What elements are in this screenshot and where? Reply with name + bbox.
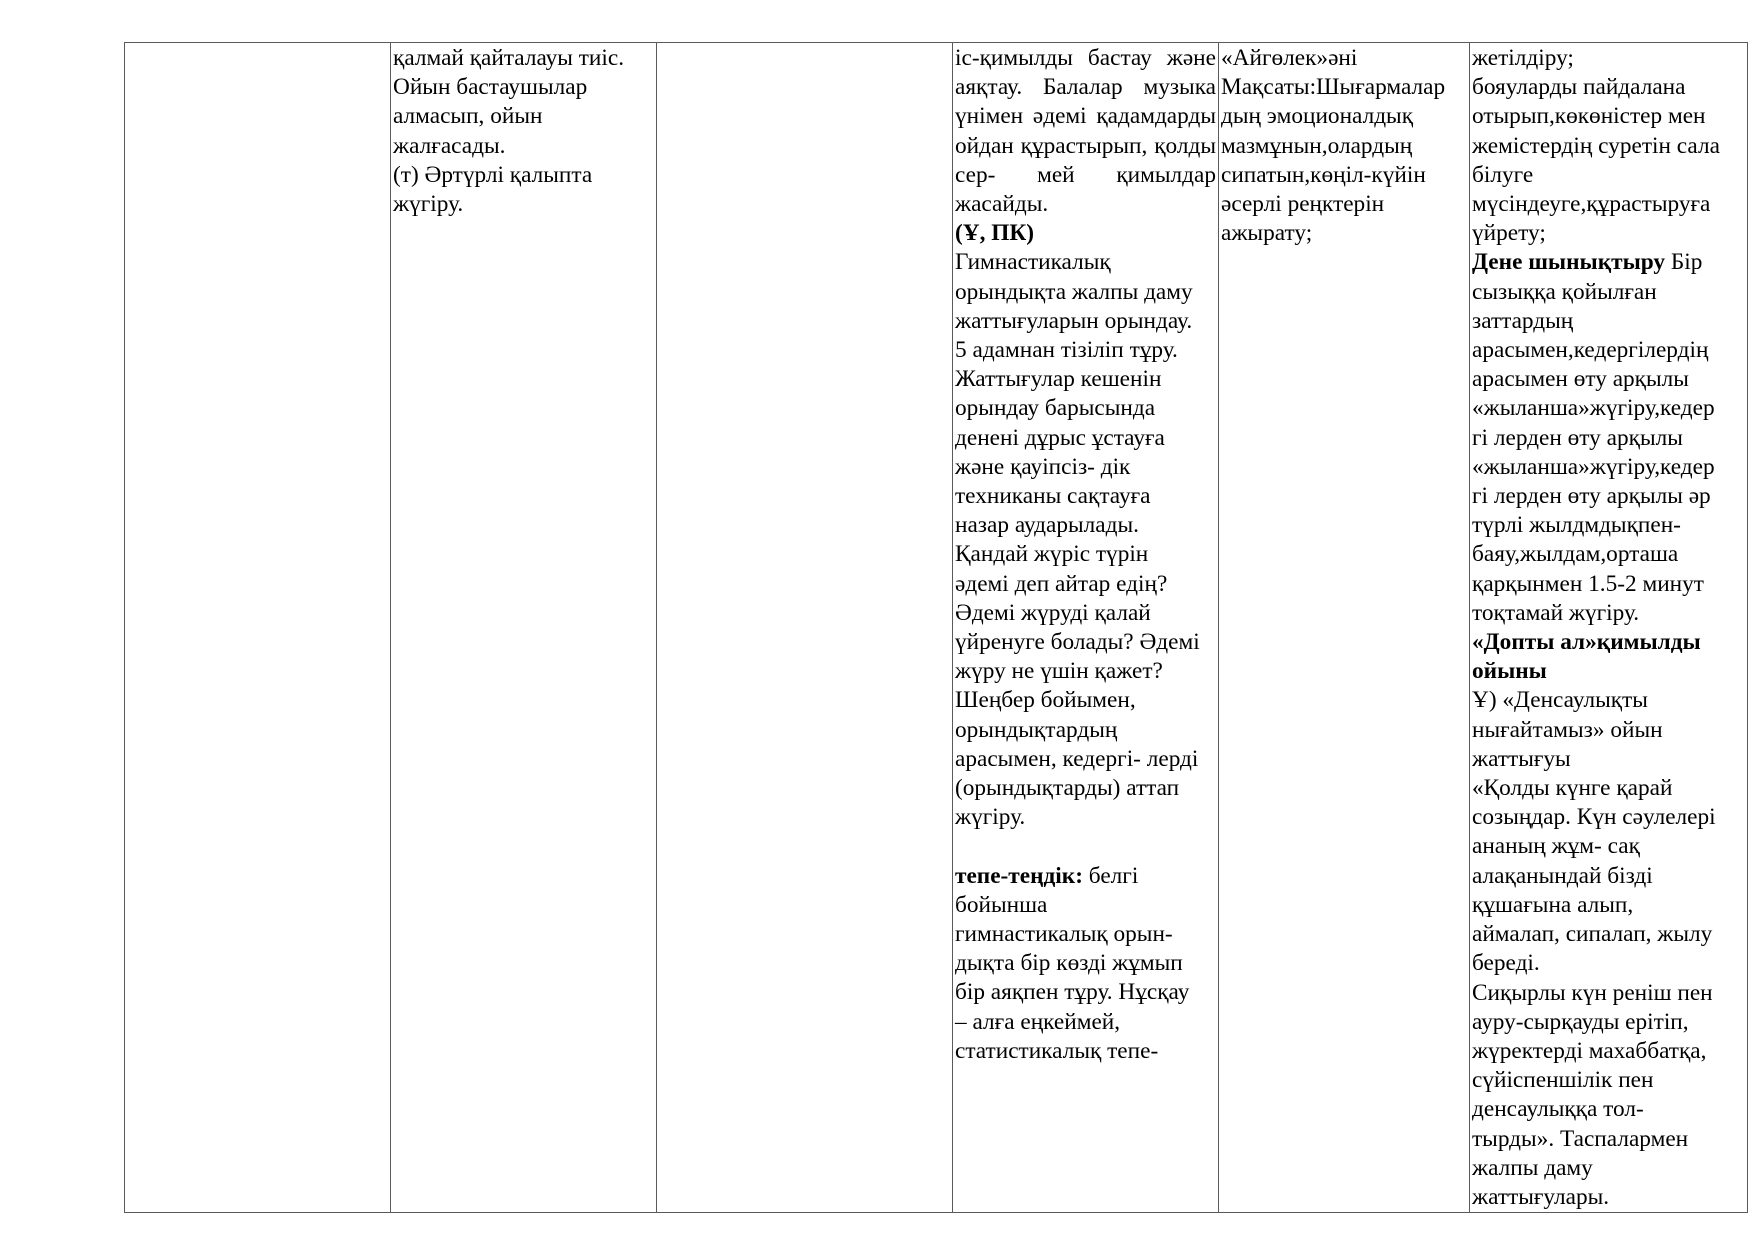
col6-line-b6: гі лерден өту арқылы: [1472, 424, 1683, 451]
col6-line-c16: тырды». Таспалармен: [1472, 1125, 1689, 1152]
col5-line-7: ажырату;: [1221, 220, 1313, 247]
col6-line-b5: «жыланша»жүгіру,кедер: [1472, 395, 1715, 422]
col6-hardening-label: Дене шынықтыру: [1472, 249, 1666, 276]
col4-line-2: орындықта жалпы даму: [955, 278, 1193, 305]
col6-line-c18: жаттығулары.: [1472, 1183, 1610, 1210]
col6-line-b12: тоқтамай жүгіру.: [1472, 599, 1640, 626]
table-cell-col5: [1219, 43, 1470, 1213]
col6-line-c14: сүйіспеншілік пен: [1472, 1067, 1654, 1094]
col4-balance-label: тепе-теңдік:: [955, 862, 1083, 889]
table-row: [125, 43, 1748, 1213]
col4-balance-line-5: – алға еңкеймей,: [955, 1008, 1121, 1035]
col6-line-c12: ауру-сырқауды ерітіп,: [1472, 1008, 1689, 1035]
col6-line-b11: қарқынмен 1.5-2 минут: [1472, 570, 1704, 597]
col2-line-6: жүгіру.: [393, 191, 464, 218]
col6-line-a5: білуге: [1472, 161, 1534, 188]
col4-line-13: Әдемі жүруді қалай: [955, 599, 1151, 626]
col4-line-15: жүру не үшін қажет?: [955, 658, 1163, 685]
col6-line-c6: ананың жұм- сақ: [1472, 833, 1640, 860]
col2-line-5: (т) Әртүрлі қалыпта: [393, 161, 593, 188]
col6-line-c13: жүректерді махаббатқа,: [1472, 1037, 1707, 1064]
col4-balance-line-4: бір аяқпен тұру. Нұсқау: [955, 979, 1190, 1006]
col6-game-title-2: ойыны: [1472, 658, 1547, 685]
col4-balance-first: белгі: [1082, 862, 1139, 889]
col6-line-c1: Ұ) «Денсаулықты: [1472, 687, 1648, 714]
col4-line-4: 5 адамнан тізіліп тұру.: [955, 337, 1178, 364]
col4-intro-text: іс-қимылды бастау және аяқтау. Балалар музыка үнімен әдемі қадамдарды ойдан құрастырып, қолды сер- мей қимылдар жасайды.: [955, 45, 1216, 218]
col6-line-c10: береді.: [1472, 950, 1540, 977]
col6-line-b4: арасымен өту арқылы: [1472, 366, 1689, 393]
col4-line-19: (орындықтарды) аттап: [955, 775, 1180, 802]
col4-line-12: әдемі деп айтар едің?: [955, 570, 1168, 597]
table-cell-col6: [1470, 43, 1748, 1213]
table-cell-col3: [657, 43, 953, 1213]
col4-line-5: Жаттығулар кешенін: [955, 366, 1162, 393]
document-page: [124, 42, 1747, 1210]
table-cell-col4: [953, 43, 1219, 1213]
col4-line-10: назар аударылады.: [955, 512, 1139, 539]
col5-line-1: «Айгөлек»әні: [1221, 45, 1358, 71]
col6-line-b10: баяу,жылдам,орташа: [1472, 541, 1679, 568]
col4-line-6: орындау барысында: [955, 395, 1156, 422]
col6-line-c5: созыңдар. Күн сәулелері: [1472, 804, 1716, 831]
col5-line-2: Мақсаты:Шығармалар: [1221, 74, 1446, 101]
paragraph-gap: [955, 832, 1216, 861]
col6-hardening-first: Бір: [1665, 249, 1703, 276]
col6-line-c4: «Қолды күнге қарай: [1472, 775, 1673, 802]
col4-balance-line: [955, 862, 1216, 891]
col4-balance-line-2: гимнастикалық орын-: [955, 921, 1173, 948]
col4-line-20: жүгіру.: [955, 804, 1026, 831]
col6-line-c3: жаттығуы: [1472, 745, 1571, 772]
col4-line-11: Қандай жүріс түрін: [955, 541, 1149, 568]
col4-line-9: техниканы сақтауға: [955, 483, 1151, 510]
col6-line-b3: арасымен,кедергілердің: [1472, 337, 1709, 364]
col6-line-c8: құшағына алып,: [1472, 891, 1634, 918]
col4-line-16: Шеңбер бойымен,: [955, 687, 1136, 714]
col6-line-c7: алақанындай бізді: [1472, 862, 1653, 889]
table-cell-col2: [391, 43, 657, 1213]
col4-intro-tag: (Ұ, ПК): [955, 220, 1035, 247]
col6-line-a2: бояуларды пайдалана: [1472, 74, 1686, 101]
col6-line-c17: жалпы даму: [1472, 1154, 1593, 1181]
col6-line-a1: жетілдіру;: [1472, 45, 1574, 71]
col4-line-17: орындықтардың: [955, 716, 1118, 743]
col5-line-5: сипатын,көңіл-күйін: [1221, 161, 1426, 188]
col6-hardening-line: [1472, 248, 1745, 277]
lesson-plan-table: [124, 42, 1748, 1213]
col4-balance-line-1: бойынша: [955, 891, 1048, 918]
col4-line-18: арасымен, кедергі- лерді: [955, 745, 1199, 772]
col2-line-3: алмасып, ойын: [393, 103, 543, 130]
col6-line-a4: жемістердің суретін сала: [1472, 132, 1720, 159]
col6-line-b7: «жыланша»жүгіру,кедер: [1472, 453, 1715, 480]
col6-line-a7: үйрету;: [1472, 220, 1546, 247]
col6-line-b9: түрлі жылдмдықпен-: [1472, 512, 1681, 539]
col4-line-14: үйренуге болады? Әдемі: [955, 629, 1200, 656]
col6-line-b1: сызыққа қойылған: [1472, 278, 1657, 305]
col6-line-c15: денсаулыққа тол-: [1472, 1096, 1644, 1123]
col5-line-3: дың эмоционалдық: [1221, 103, 1414, 130]
table-cell-col1: [125, 43, 391, 1213]
col2-line-1: қалмай қайталауы тиіс.: [393, 45, 625, 71]
col2-line-2: Ойын бастаушылар: [393, 74, 588, 101]
col5-line-6: әсерлі реңктерін: [1221, 191, 1385, 218]
col6-line-c11: Сиқырлы күн реніш пен: [1472, 979, 1713, 1006]
col6-line-c2: нығайтамыз» ойын: [1472, 716, 1663, 743]
col6-line-b2: заттардың: [1472, 307, 1574, 334]
col4-line-1: Гимнастикалық: [955, 249, 1111, 276]
col4-balance-line-6: статистикалық тепе-: [955, 1037, 1159, 1064]
col6-game-title-1: «Допты ал»қимылды: [1472, 629, 1701, 656]
col6-line-b8: гі лерден өту арқылы әр: [1472, 483, 1711, 510]
col4-balance-line-3: дықта бір көзді жұмып: [955, 950, 1183, 977]
col4-line-7: денені дұрыс ұстауға: [955, 424, 1165, 451]
col4-line-8: және қауіпсіз- дік: [955, 453, 1131, 480]
col6-line-c9: аймалап, сипалап, жылу: [1472, 921, 1713, 948]
col6-line-a6: мүсіндеуге,құрастыруға: [1472, 191, 1711, 218]
col2-line-4: жалғасады.: [393, 132, 506, 159]
col4-line-3: жаттығуларын орындау.: [955, 307, 1193, 334]
col6-line-a3: отырып,көкөністер мен: [1472, 103, 1706, 130]
col5-line-4: мазмұнын,олардың: [1221, 132, 1413, 159]
